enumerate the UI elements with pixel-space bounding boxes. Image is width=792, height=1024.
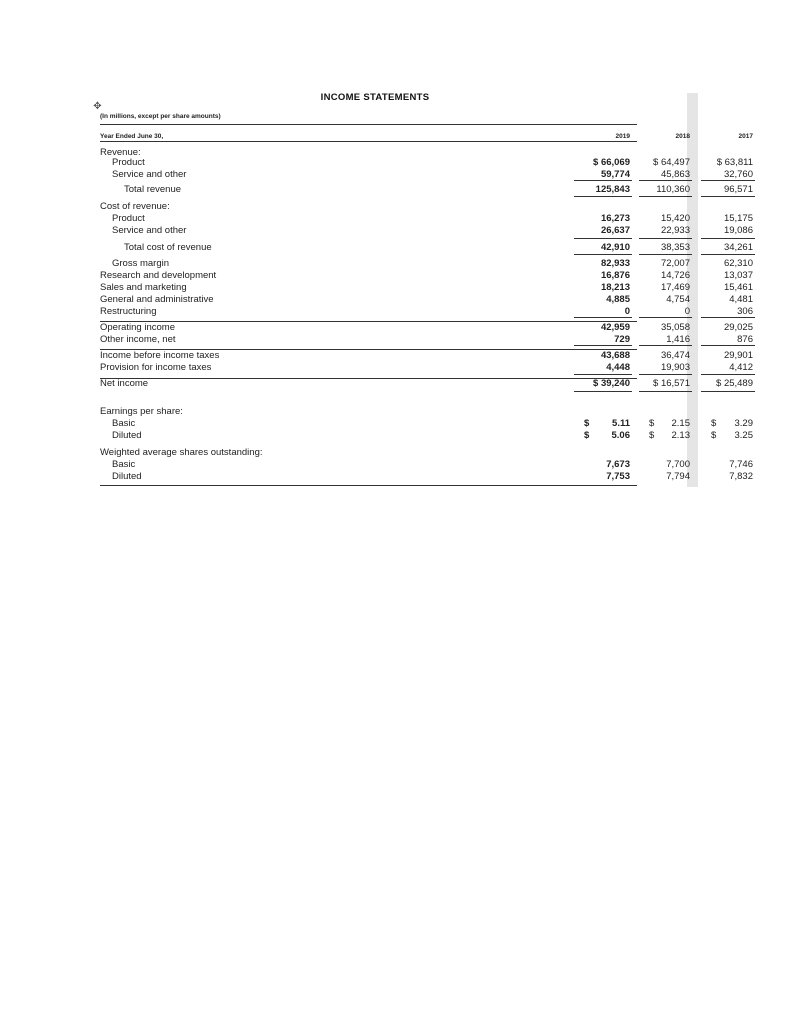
cell-value: 0	[624, 306, 630, 317]
cell-value: 7,746	[729, 459, 753, 470]
table-row	[100, 362, 753, 373]
cell-value: 14,726	[660, 270, 690, 281]
cell-value: 32,760	[723, 169, 753, 180]
currency-sign: $	[649, 430, 655, 441]
table-rule	[100, 485, 637, 486]
cell-value: 4,412	[729, 362, 753, 373]
cell-value: 35,058	[660, 322, 690, 333]
year-header-2017: 2017	[738, 133, 753, 140]
cell-value: 5.11	[612, 418, 630, 429]
row-label: Diluted	[112, 471, 142, 482]
cell-value: 15,175	[723, 213, 753, 224]
units-note: (In millions, except per share amounts)	[100, 113, 221, 120]
subtotal-underline	[639, 238, 692, 239]
table-rule	[100, 141, 637, 142]
table-row	[100, 294, 753, 305]
subtotal-underline	[574, 374, 632, 375]
row-label: Service and other	[112, 169, 187, 180]
subtotal-underline	[574, 317, 632, 318]
currency-sign: $	[584, 430, 590, 441]
cell-value: 17,469	[660, 282, 690, 293]
cell-value: 7,673	[606, 459, 630, 470]
cell-value: 15,420	[660, 213, 690, 224]
cell-value: 125,843	[595, 184, 630, 195]
cell-value: 2.15	[671, 418, 690, 429]
row-label: Gross margin	[112, 258, 170, 269]
cell-value: 5.06	[611, 430, 630, 441]
cell-value: 4,754	[666, 294, 690, 305]
subtotal-underline	[574, 196, 632, 197]
table-row	[100, 270, 753, 281]
table-row	[100, 201, 660, 212]
subtotal-underline	[574, 238, 632, 239]
row-label: Weighted average shares outstanding:	[100, 447, 263, 458]
subtotal-underline	[574, 345, 632, 346]
cell-value: $ 25,489	[716, 378, 753, 389]
cell-value: 62,310	[723, 258, 753, 269]
page-title: INCOME STATEMENTS	[320, 92, 430, 103]
cell-value: 72,007	[660, 258, 690, 269]
subtotal-underline	[639, 317, 692, 318]
subtotal-underline	[701, 317, 755, 318]
cell-value: 16,273	[600, 213, 630, 224]
cell-value: 96,571	[723, 184, 753, 195]
table-row	[100, 282, 753, 293]
subtotal-underline	[701, 391, 755, 392]
table-row	[100, 447, 660, 458]
table-row	[100, 334, 753, 345]
table-row	[100, 225, 753, 236]
subtotal-underline	[574, 391, 632, 392]
table-rule	[100, 124, 637, 125]
table-row	[100, 306, 753, 317]
cell-value: 0	[684, 306, 690, 317]
table-move-handle-icon[interactable]: ✥	[93, 101, 102, 112]
subtotal-underline	[639, 345, 692, 346]
cell-value: 42,959	[600, 322, 630, 333]
table-row	[100, 242, 753, 253]
cell-value: $ 66,069	[593, 157, 630, 168]
row-label: Net income	[100, 378, 149, 389]
cell-value: 13,037	[723, 270, 753, 281]
subtotal-underline	[701, 374, 755, 375]
table-row	[100, 378, 753, 389]
row-label: Product	[112, 213, 145, 224]
cell-value: $ 16,571	[653, 378, 690, 389]
subtotal-underline	[639, 374, 692, 375]
cell-value: 19,086	[723, 225, 753, 236]
subtotal-underline	[639, 391, 692, 392]
subtotal-underline	[639, 254, 692, 255]
row-label: Cost of revenue:	[100, 201, 170, 212]
row-label: Income before income taxes	[100, 350, 220, 361]
table-row	[100, 406, 660, 417]
table-row	[100, 430, 753, 441]
cell-value: 1,416	[666, 334, 690, 345]
table-row	[100, 213, 753, 224]
cell-value: $ 64,497	[653, 157, 690, 168]
row-label: Other income, net	[100, 334, 176, 345]
row-label: Earnings per share:	[100, 406, 183, 417]
cell-value: 29,901	[723, 350, 753, 361]
cell-value: 876	[737, 334, 753, 345]
currency-sign: $	[584, 418, 590, 429]
row-label: Sales and marketing	[100, 282, 187, 293]
subtotal-underline	[701, 180, 755, 181]
row-label: Service and other	[112, 225, 187, 236]
row-label: Basic	[112, 459, 136, 470]
currency-sign: $	[649, 418, 655, 429]
cell-value: $ 63,811	[716, 157, 753, 168]
table-row	[100, 322, 753, 333]
subtotal-underline	[574, 254, 632, 255]
cell-value: 306	[737, 306, 753, 317]
row-label: Provision for income taxes	[100, 362, 212, 373]
subtotal-underline	[701, 254, 755, 255]
cell-value: 3.25	[734, 430, 753, 441]
cell-value: 59,774	[600, 169, 630, 180]
table-row	[100, 157, 753, 168]
currency-sign: $	[711, 418, 717, 429]
table-row	[100, 258, 753, 269]
row-label: Restructuring	[100, 306, 157, 317]
row-label: Diluted	[112, 430, 142, 441]
table-row	[100, 418, 753, 429]
cell-value: 4,481	[729, 294, 753, 305]
cell-value: 7,794	[666, 471, 690, 482]
cell-value: 19,903	[660, 362, 690, 373]
cell-value: 16,876	[600, 270, 630, 281]
subtotal-underline	[701, 238, 755, 239]
cell-value: 22,933	[660, 225, 690, 236]
year-ended-label: Year Ended June 30,	[100, 133, 164, 140]
cell-value: 42,910	[600, 242, 630, 253]
cell-value: 4,448	[606, 362, 630, 373]
cell-value: 7,700	[666, 459, 690, 470]
cell-value: 29,025	[723, 322, 753, 333]
cell-value: 26,637	[600, 225, 630, 236]
row-label: Product	[112, 157, 145, 168]
cell-value: 3.29	[734, 418, 753, 429]
currency-sign: $	[711, 430, 717, 441]
cell-value: 38,353	[660, 242, 690, 253]
row-label: Basic	[112, 418, 136, 429]
cell-value: 4,885	[606, 294, 630, 305]
table-row	[100, 184, 753, 195]
cell-value: 36,474	[660, 350, 690, 361]
cell-value: 7,753	[606, 471, 630, 482]
cell-value: 2.13	[671, 430, 690, 441]
cell-value: 34,261	[723, 242, 753, 253]
row-label: General and administrative	[100, 294, 214, 305]
table-row	[100, 169, 753, 180]
cell-value: $ 39,240	[593, 378, 630, 389]
cell-value: 110,360	[656, 184, 690, 195]
table-row	[100, 350, 753, 361]
cell-value: 82,933	[600, 258, 630, 269]
subtotal-underline	[574, 180, 632, 181]
subtotal-underline	[701, 345, 755, 346]
row-label: Research and development	[100, 270, 217, 281]
year-header-2018: 2018	[675, 133, 690, 140]
subtotal-underline	[701, 196, 755, 197]
row-label: Revenue:	[100, 147, 141, 158]
cell-value: 43,688	[600, 350, 630, 361]
cell-value: 18,213	[600, 282, 630, 293]
subtotal-underline	[639, 180, 692, 181]
cell-value: 7,832	[729, 471, 753, 482]
cell-value: 15,461	[723, 282, 753, 293]
row-label: Total cost of revenue	[124, 242, 212, 253]
cell-value: 729	[614, 334, 630, 345]
row-label: Operating income	[100, 322, 175, 333]
table-row	[100, 459, 753, 470]
table-row	[100, 471, 753, 482]
cell-value: 45,863	[660, 169, 690, 180]
subtotal-underline	[639, 196, 692, 197]
year-header-2019: 2019	[615, 133, 630, 140]
row-label: Total revenue	[124, 184, 182, 195]
